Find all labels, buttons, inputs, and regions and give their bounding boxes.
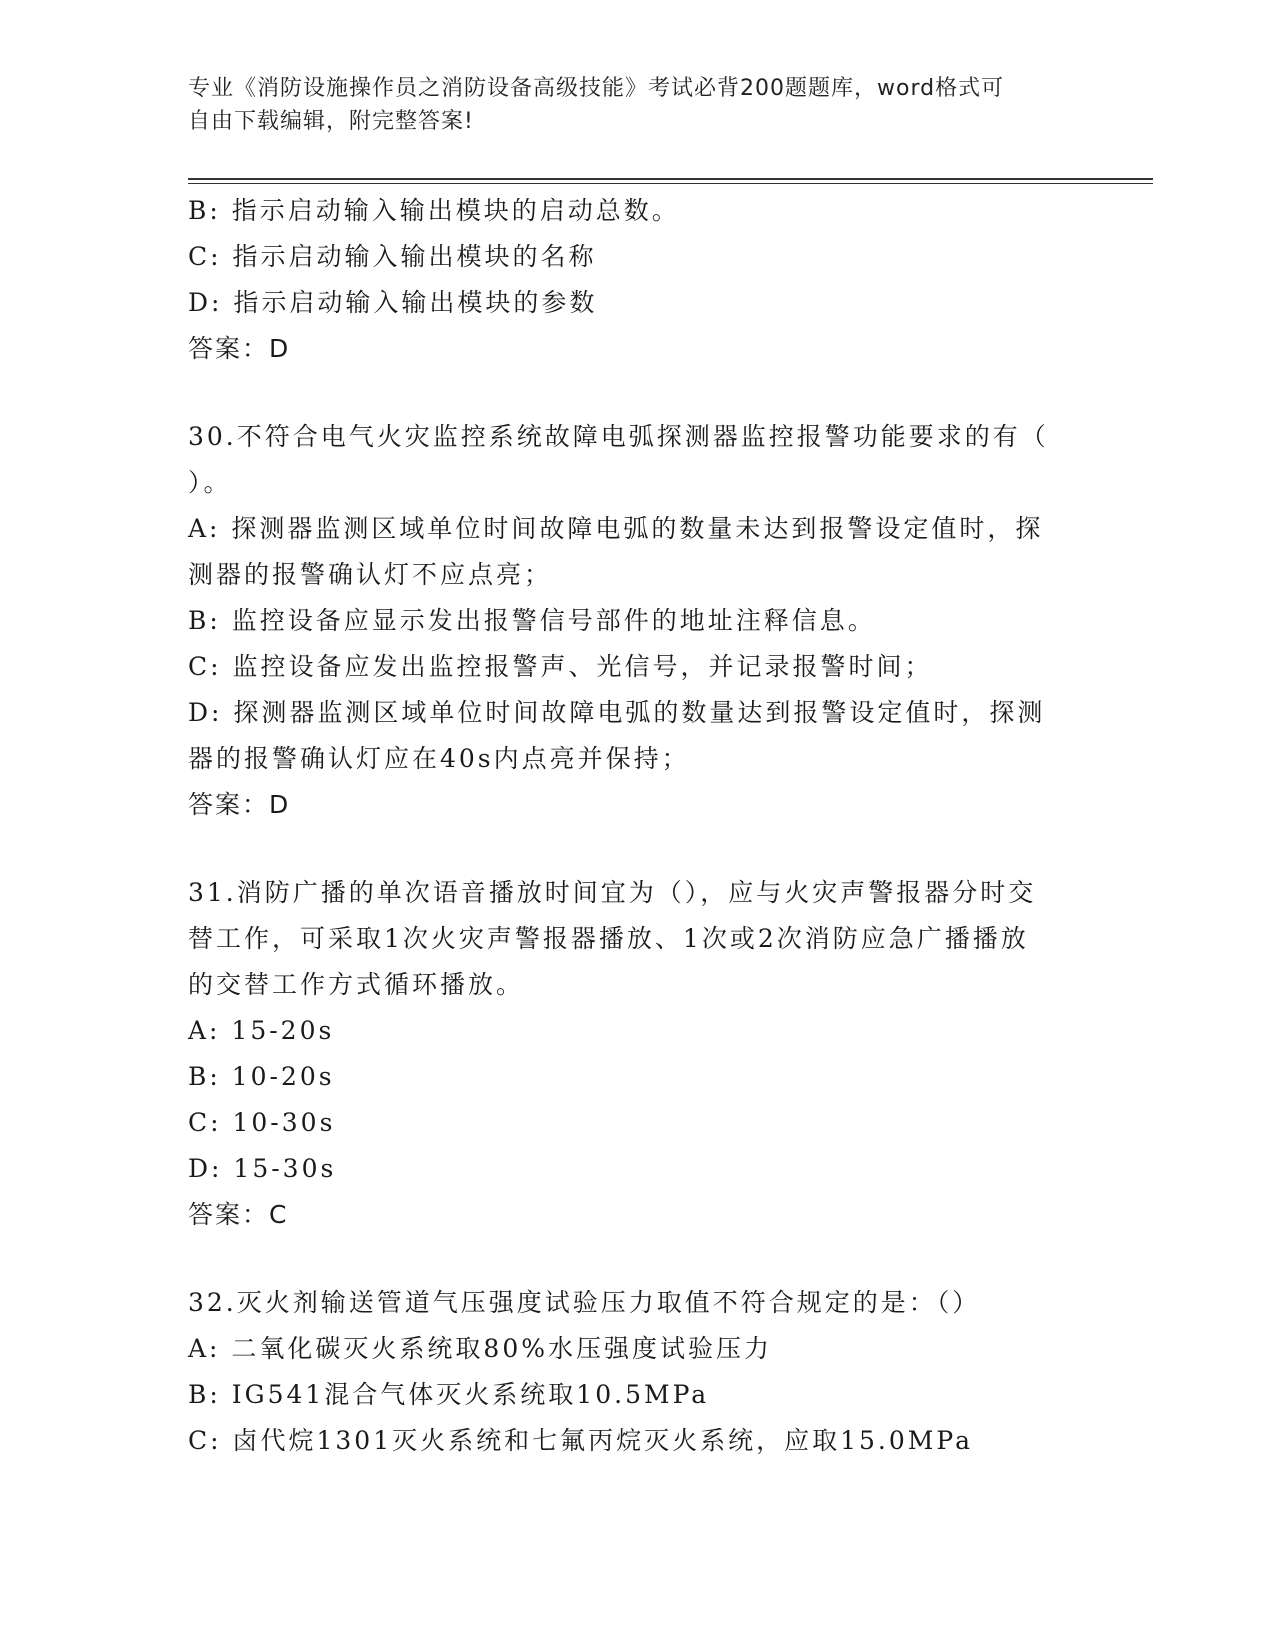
answer-label: 答案：D xyxy=(188,790,291,819)
answer-label: 答案：C xyxy=(188,1200,289,1229)
option-c: C: 指示启动输入输出模块的名称 xyxy=(188,242,597,271)
question-text-line: ）。 xyxy=(188,468,232,497)
option-a-cont: 测器的报警确认灯不应点亮； xyxy=(188,560,553,589)
header-divider-thin xyxy=(188,183,1153,184)
option-c: C: 卤代烷1301灭火系统和七氟丙烷灭火系统，应取15.0MPa xyxy=(188,1426,973,1455)
question-30 xyxy=(188,414,1088,828)
option-b: B: IG541混合气体灭火系统取10.5MPa xyxy=(188,1380,710,1409)
header-line-1: 专业《消防设施操作员之消防设备高级技能》考试必背200题题库，word格式可 xyxy=(188,76,1005,101)
answer-label: 答案：D xyxy=(188,334,291,363)
option-b: B: 监控设备应显示发出报警信号部件的地址注释信息。 xyxy=(188,606,876,635)
question-text-line: 30.不符合电气火灾监控系统故障电弧探测器监控报警功能要求的有（ xyxy=(188,422,1049,451)
question-text-line: 31.消防广播的单次语音播放时间宜为（），应与火灾声警报器分时交 xyxy=(188,878,1037,907)
option-d: D: 指示启动输入输出模块的参数 xyxy=(188,288,598,317)
option-d-cont: 器的报警确认灯应在40s内点亮并保持； xyxy=(188,744,690,773)
question-text-line: 替工作，可采取1次火灾声警报器播放、1次或2次消防应急广播播放 xyxy=(188,924,1029,953)
header-line-2: 自由下载编辑，附完整答案! xyxy=(188,109,474,134)
option-c: C: 监控设备应发出监控报警声、光信号，并记录报警时间； xyxy=(188,652,933,681)
question-31 xyxy=(188,870,1088,1238)
document-header xyxy=(188,72,1088,138)
header-divider-thick xyxy=(188,178,1153,180)
option-a: A: 探测器监测区域单位时间故障电弧的数量未达到报警设定值时，探 xyxy=(188,514,1044,543)
option-b: B: 10-20s xyxy=(188,1062,335,1091)
option-a: A: 二氧化碳灭火系统取80%水压强度试验压力 xyxy=(188,1334,772,1363)
option-a: A: 15-20s xyxy=(188,1016,335,1045)
document-body xyxy=(188,188,1088,1464)
question-text-line: 的交替工作方式循环播放。 xyxy=(188,970,525,999)
option-d: D: 15-30s xyxy=(188,1154,337,1183)
question-32 xyxy=(188,1280,1088,1464)
question-text-line: 32.灭火剂输送管道气压强度试验压力取值不符合规定的是：（） xyxy=(188,1288,981,1317)
question-fragment xyxy=(188,188,1088,372)
option-d: D: 探测器监测区域单位时间故障电弧的数量达到报警设定值时，探测 xyxy=(188,698,1046,727)
option-c: C: 10-30s xyxy=(188,1108,336,1137)
option-b: B: 指示启动输入输出模块的启动总数。 xyxy=(188,196,680,225)
